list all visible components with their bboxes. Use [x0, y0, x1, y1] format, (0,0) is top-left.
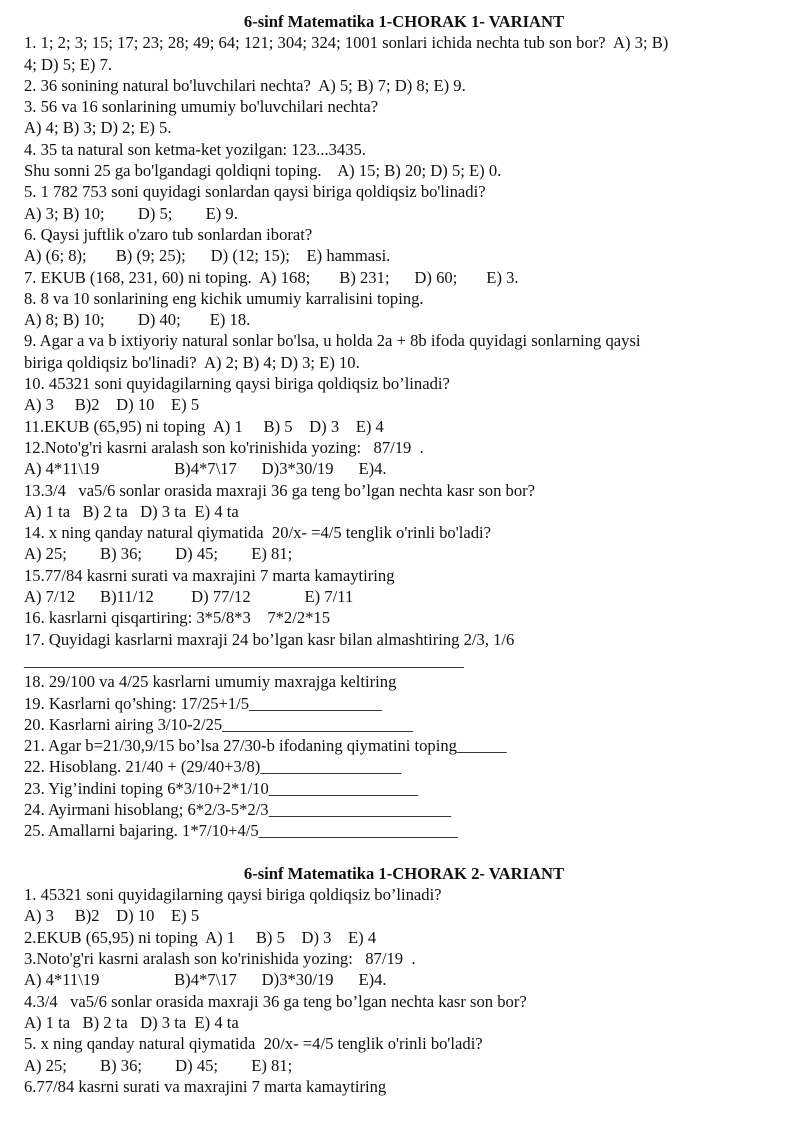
question-line: A) 1 ta B) 2 ta D) 3 ta E) 4 ta: [24, 501, 239, 521]
question-line: 19. Kasrlarni qo’shing: 17/25+1/5________________: [24, 693, 382, 713]
question-line: 10. 45321 soni quyidagilarning qaysi biriga qoldiqsiz bo’linadi?: [24, 374, 450, 394]
question-line: 6.77/84 kasrni surati va maxrajini 7 marta kamaytiring: [24, 1076, 387, 1096]
question-line: 15.77/84 kasrni surati va maxrajini 7 marta kamaytiring: [24, 565, 395, 585]
question-line: 16. kasrlarni qisqartiring: 3*5/8*3 7*2/2*15: [24, 608, 331, 628]
question-line: _____________________________________________________: [24, 650, 464, 670]
question-line: 5. 1 782 753 soni quyidagi sonlardan qaysi biriga qoldiqsiz bo'linadi?: [24, 182, 486, 202]
question-line: 9. Agar a va b ixtiyoriy natural sonlar bo'lsa, u holda 2a + 8b ifoda quyidagi sonlarning qaysi: [24, 331, 641, 351]
variant-1-questions: [24, 32, 784, 841]
question-line: 2.EKUB (65,95) ni toping A) 1 B) 5 D) 3 E) 4: [24, 927, 377, 947]
variant-2-title: 6-sinf Matematika 1-CHORAK 2- VARIANT: [243, 863, 565, 883]
question-line: 4; D) 5; E) 7.: [24, 54, 113, 74]
question-line: 5. x ning qanday natural qiymatida 20/x- =4/5 tenglik o'rinli bo'ladi?: [24, 1034, 483, 1054]
question-line: Shu sonni 25 ga bo'lgandagi qoldiqni toping. A) 15; B) 20; D) 5; E) 0.: [24, 161, 502, 181]
question-line: A) 7/12 B)11/12 D) 77/12 E) 7/11: [24, 587, 354, 607]
question-line: 23. Yig’indini toping 6*3/10+2*1/10__________________: [24, 778, 419, 798]
question-line: 8. 8 va 10 sonlarining eng kichik umumiy karralisini toping.: [24, 288, 424, 308]
spacer: [24, 842, 784, 863]
question-line: 24. Ayirmani hisoblang; 6*2/3-5*2/3______________________: [24, 799, 452, 819]
question-line: A) 4*11\19 B)4*7\17 D)3*30/19 E)4.: [24, 970, 387, 990]
question-line: A) 3 B)2 D) 10 E) 5: [24, 395, 200, 415]
question-line: 11.EKUB (65,95) ni toping A) 1 B) 5 D) 3 E) 4: [24, 416, 384, 436]
question-line: 17. Quyidagi kasrlarni maxraji 24 bo’lgan kasr bilan almashtiring 2/3, 1/6: [24, 629, 515, 649]
question-line: 21. Agar b=21/30,9/15 bo’lsa 27/30-b ifodaning qiymatini toping______: [24, 736, 507, 756]
question-line: A) 3; B) 10; D) 5; E) 9.: [24, 203, 238, 223]
question-line: 14. x ning qanday natural qiymatida 20/x- =4/5 tenglik o'rinli bo'ladi?: [24, 523, 491, 543]
question-line: 20. Kasrlarni airing 3/10-2/25_______________________: [24, 714, 413, 734]
question-line: 3. 56 va 16 sonlarining umumiy bo'luvchilari nechta?: [24, 97, 379, 117]
question-line: 4. 35 ta natural son ketma-ket yozilgan: 123...3435.: [24, 139, 366, 159]
question-line: 13.3/4 va5/6 sonlar orasida maxraji 36 ga teng bo’lgan nechta kasr son bor?: [24, 480, 536, 500]
question-line: 6. Qaysi juftlik o'zaro tub sonlardan iborat?: [24, 224, 313, 244]
question-line: A) 3 B)2 D) 10 E) 5: [24, 906, 200, 926]
question-line: 1. 45321 soni quyidagilarning qaysi biriga qoldiqsiz bo’linadi?: [24, 885, 442, 905]
question-line: 7. EKUB (168, 231, 60) ni toping. A) 168; B) 231; D) 60; E) 3.: [24, 267, 519, 287]
question-line: 4.3/4 va5/6 sonlar orasida maxraji 36 ga teng bo’lgan nechta kasr son bor?: [24, 991, 527, 1011]
question-line: A) 4; B) 3; D) 2; E) 5.: [24, 118, 172, 138]
question-line: 3.Noto'g'ri kasrni aralash son ko'rinishida yozing: 87/19 .: [24, 949, 416, 969]
question-line: A) 4*11\19 B)4*7\17 D)3*30/19 E)4.: [24, 459, 387, 479]
question-line: A) 1 ta B) 2 ta D) 3 ta E) 4 ta: [24, 1012, 239, 1032]
question-line: 25. Amallarni bajaring. 1*7/10+4/5________________________: [24, 821, 458, 841]
variant-1-title: 6-sinf Matematika 1-CHORAK 1- VARIANT: [243, 12, 565, 31]
question-line: 1. 1; 2; 3; 15; 17; 23; 28; 49; 64; 121; 304; 324; 1001 sonlari ichida nechta tub son bor? A) 3; B): [24, 33, 669, 53]
question-line: A) 8; B) 10; D) 40; E) 18.: [24, 310, 251, 330]
worksheet-page: [24, 11, 784, 1097]
question-line: 2. 36 sonining natural bo'luvchilari nechta? A) 5; B) 7; D) 8; E) 9.: [24, 75, 466, 95]
variant-2-questions: [24, 884, 784, 1097]
question-line: A) (6; 8); B) (9; 25); D) (12; 15); E) hammasi.: [24, 246, 391, 266]
question-line: 18. 29/100 va 4/25 kasrlarni umumiy maxrajga keltiring: [24, 672, 397, 692]
question-line: 12.Noto'g'ri kasrni aralash son ko'rinishida yozing: 87/19 .: [24, 437, 424, 457]
question-line: A) 25; B) 36; D) 45; E) 81;: [24, 1055, 293, 1075]
question-line: A) 25; B) 36; D) 45; E) 81;: [24, 544, 293, 564]
question-line: biriga qoldiqsiz bo'linadi? A) 2; B) 4; D) 3; E) 10.: [24, 352, 360, 372]
question-line: 22. Hisoblang. 21/40 + (29/40+3/8)_________________: [24, 757, 402, 777]
